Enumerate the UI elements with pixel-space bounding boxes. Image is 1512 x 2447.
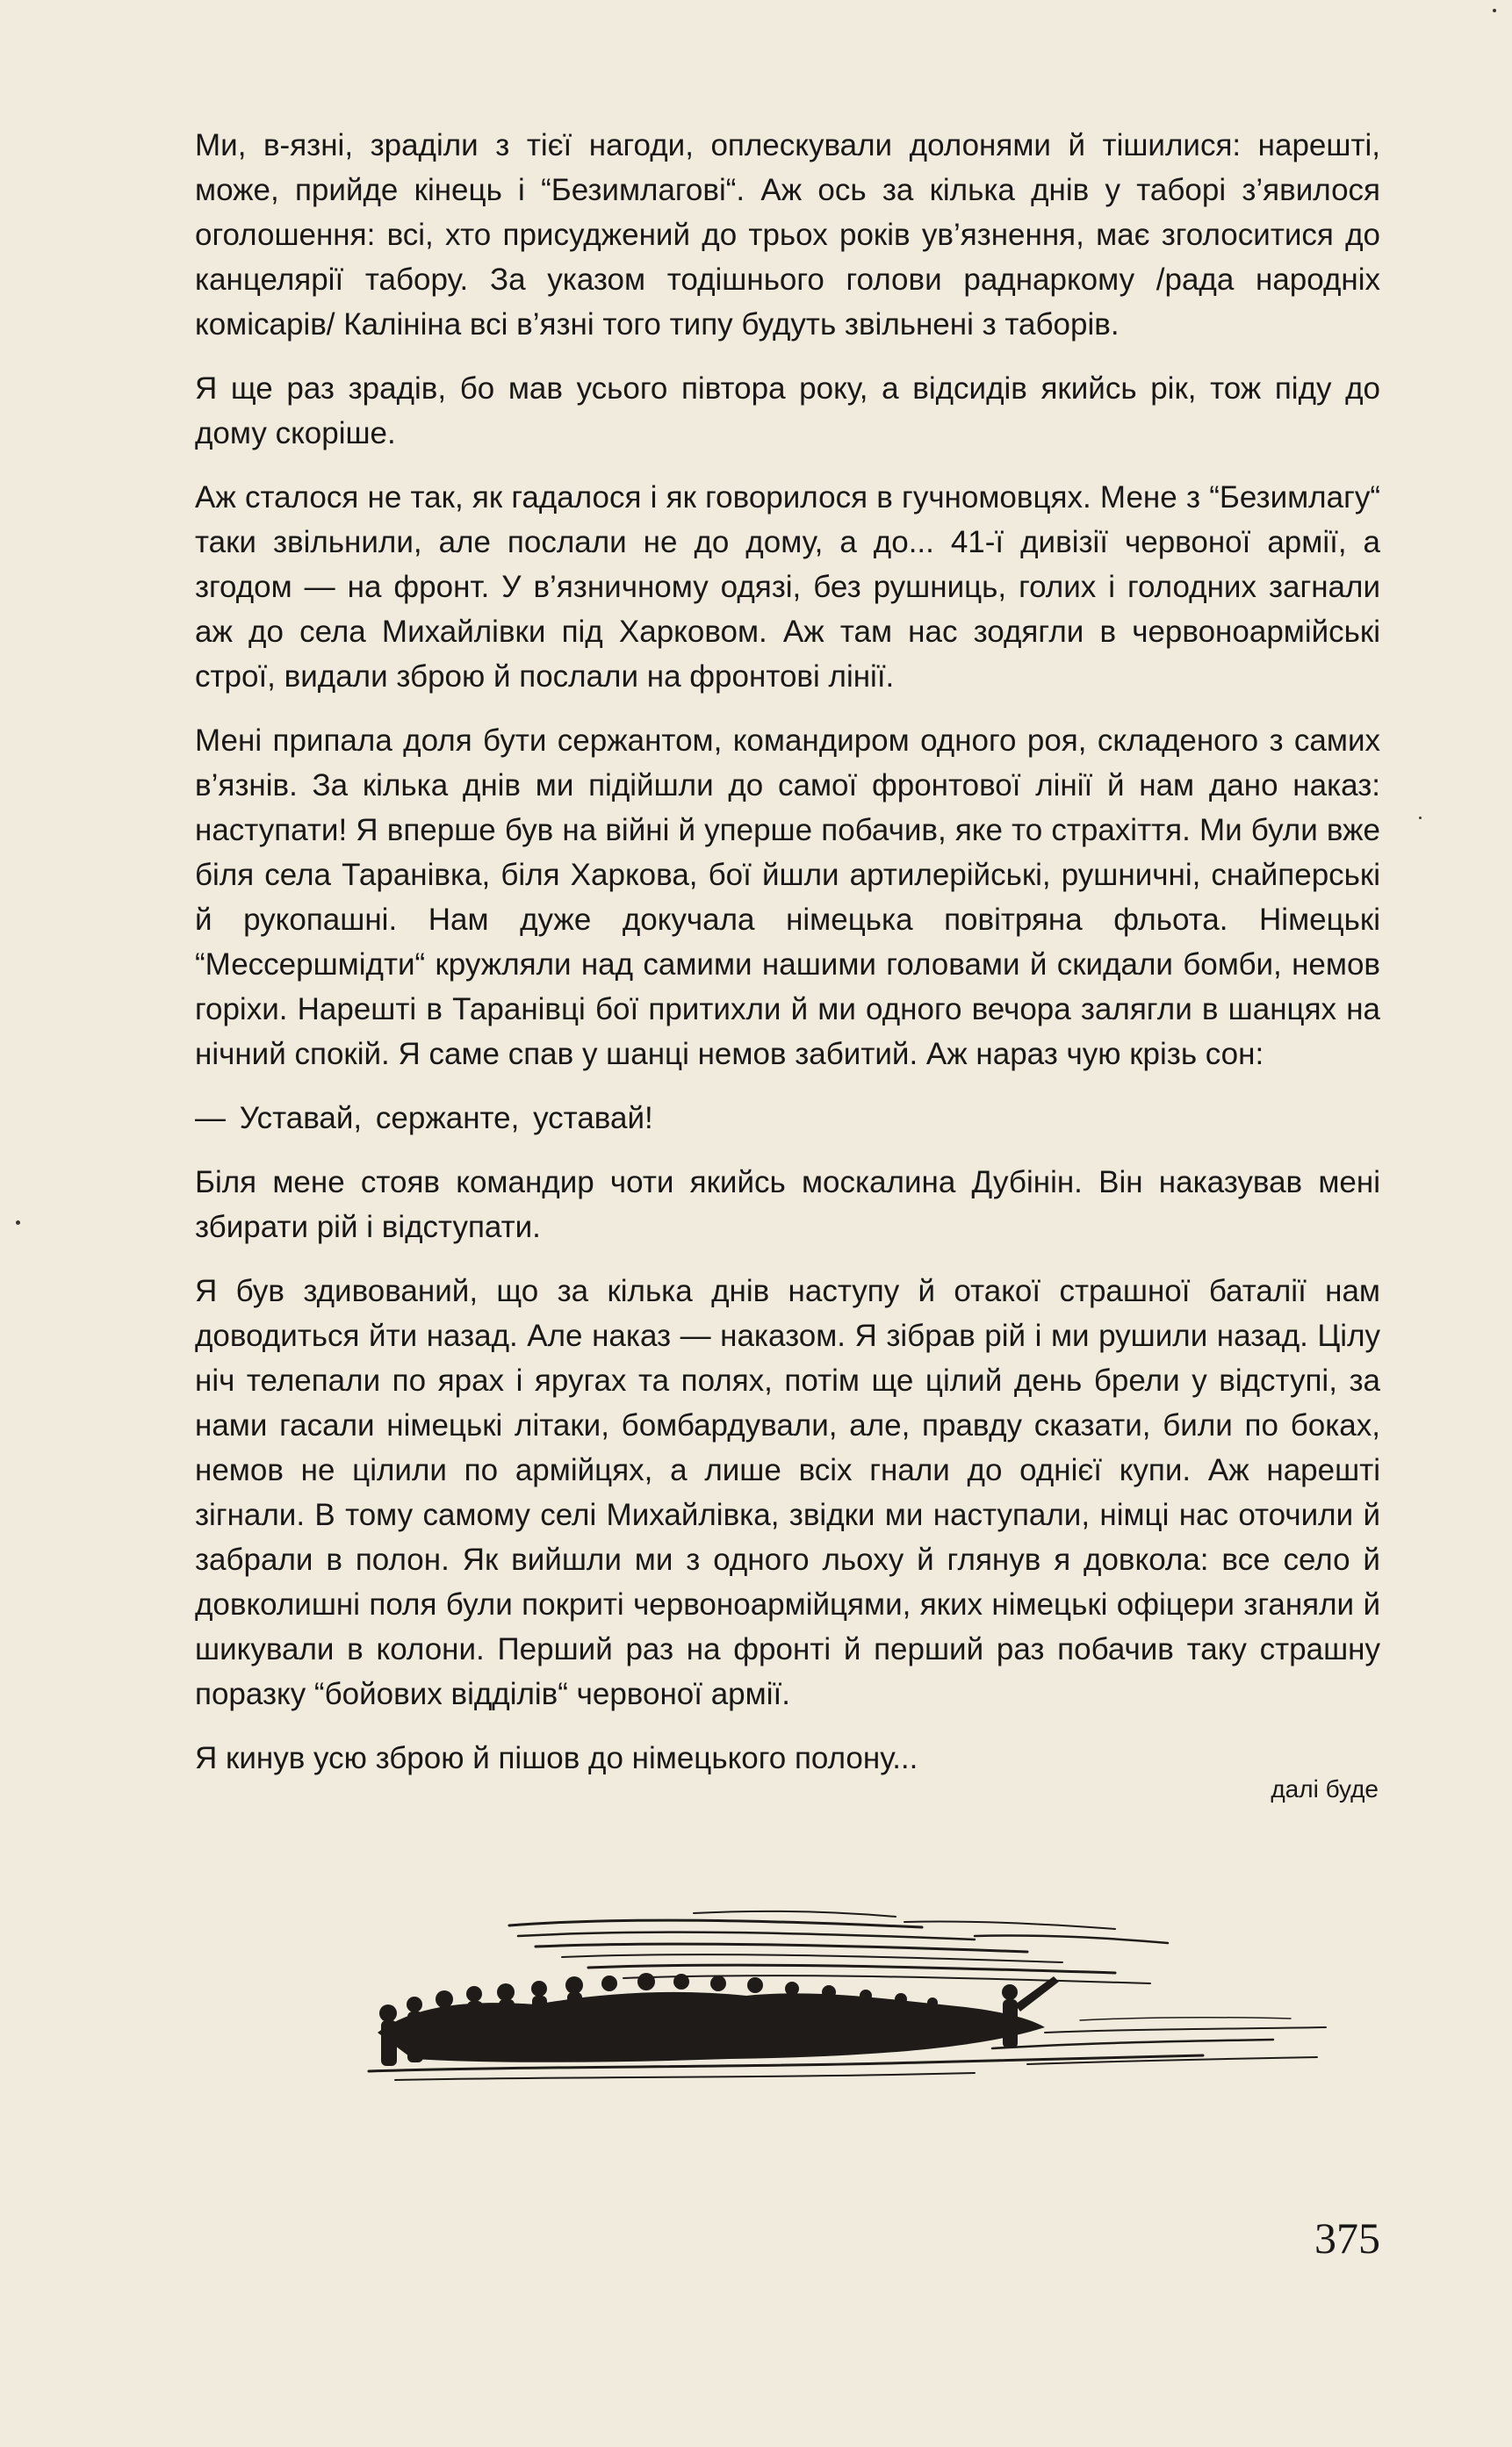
scan-speck <box>16 1220 20 1225</box>
column-of-prisoners-sketch <box>360 1901 1361 2094</box>
page-number: 375 <box>1314 2213 1380 2263</box>
paragraph-2: Я ще раз зрадів, бо мав усього півтора року, а відсидів якийсь рік, тож піду до дому скоріше. <box>195 371 1380 450</box>
article-text <box>195 123 1380 1800</box>
paragraph-3: Аж сталося не так, як гадалося і як говорилося в гучномовцях. Мене з “Безимлагу“ таки звільнили, але послали не до дому, а до... 41-ї дивізії червоної армії, а згодом — на фронт. У в’язничному одязі, без рушниць, голих і голодних загнали аж до села Михайлівки під Харковом. Аж там нас зодягли в червоноармійські строї, видали зброю й послали на фронтові лінії. <box>195 480 1380 694</box>
paragraph-8: Я кинув усю зброю й пішов до німецького полону... <box>195 1741 918 1775</box>
paragraph-4: Мені припала доля бути сержантом, командиром одного роя, складеного з самих в’язнів. За кілька днів ми підійшли до самої фронтової лінії й нам дано наказ: наступати! Я вперше був на війні й уперше побачив, яке то страхіття. Ми були вже біля села Таранівка, біля Харкова, бої йшли артилерійські, рушничні, снайперські й рукопашні. Нам дуже докучала німецька повітряна фльота. Німецькі “Мессершмідти“ кружляли над самими нашими головами й скидали бомби, немов горіхи. Нарешті в Таранівці бої притихли й ми одного вечора залягли в шанцях на нічний спокій. Я саме спав у шанці немов забитий. Аж нараз чую крізь сон: <box>195 723 1380 1071</box>
paragraph-7: Я був здивований, що за кілька днів наступу й отакої страшної баталії нам доводиться йти назад. Але наказ — наказом. Я зібрав рій і ми рушили назад. Цілу ніч телепали по ярах і яругах та полях, потім ще цілий день брели у відступі, за нами гасали німецькі літаки, бомбардували, але, правду сказати, били по боках, немов не цілили по армійцях, а лише всіх гнали до однієї купи. Аж нарешті зігнали. В тому самому селі Михайлівка, звідки ми наступали, німці нас оточили й забрали в полон. Як вийшли ми з одного льоху й глянув я довкола: все село й довколишні поля були покриті червоноармійцями, яких німецькі офіцери зганяли й шикували в колони. Перший раз на фронті й перший раз побачив таку страшну поразку “бойових відділів“ червоної армії. <box>195 1274 1380 1711</box>
paragraph-1: Ми, в-язні, зраділи з тієї нагоди, оплескували долонями й тішилися: нарешті, може, прийде кінець і “Безимлагові“. Аж ось за кілька днів у таборі з’явилося оголошення: всі, хто присуджений до трьох років ув’язнення, має зголоситися до канцелярії табору. За указом тодішнього голови раднаркому /рада народніх комісарів/ Калініна всі в’язні того типу будуть звільнені з таборів. <box>195 128 1380 342</box>
scan-speck <box>1419 817 1422 819</box>
scan-speck <box>1493 9 1496 12</box>
paragraph-6: Біля мене стояв командир чоти якийсь москалина Дубінін. Він наказував мені збирати рій і відступати. <box>195 1165 1380 1244</box>
paragraph-5-dialogue: — Уставай, сержанте, уставай! <box>195 1101 653 1135</box>
continued-label: далі буде <box>1271 1775 1379 1803</box>
